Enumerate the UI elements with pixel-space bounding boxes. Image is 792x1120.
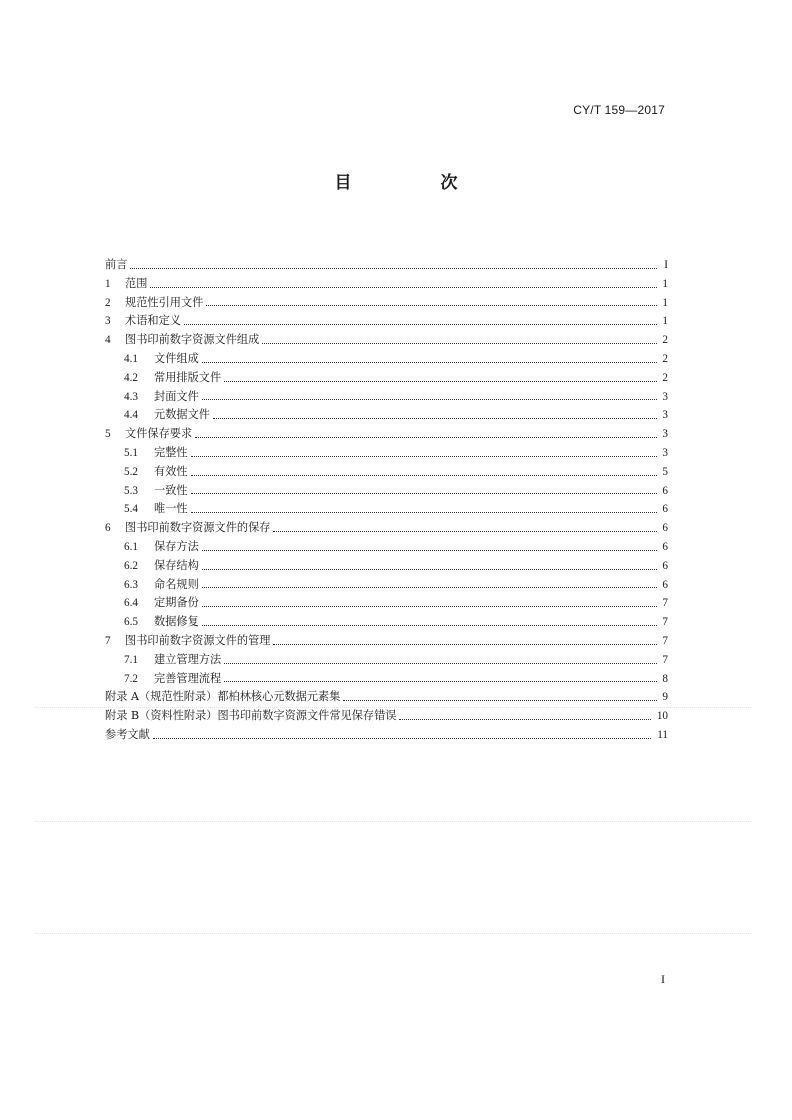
toc-entry[interactable] [105,557,668,576]
toc-entry-number: 6 [105,522,111,535]
toc-entry[interactable] [105,275,668,294]
toc-entry-page: 7 [662,616,668,629]
toc-entry-label: 完整性 [154,445,188,459]
toc-entry-label: 定期备份 [154,596,199,610]
toc-entry[interactable] [105,651,668,670]
toc-entry-label: 规范性引用文件 [125,295,204,309]
toc-entry-label: 前言 [105,258,128,271]
toc-entry[interactable] [105,294,668,313]
toc-entry-label: 封面文件 [154,389,199,403]
toc-entry-number: 5 [105,428,111,441]
toc-entry[interactable] [105,688,668,707]
toc-entry-page: 3 [662,390,668,403]
dot-leader [224,663,657,664]
toc-entry-label: 范围 [125,276,148,290]
dot-leader [184,324,657,325]
dot-leader [224,381,657,382]
toc-entry-page: 1 [662,315,668,328]
toc-entry-page: I [664,259,668,271]
toc-entry-page: 6 [662,540,668,553]
toc-entry-page: 1 [662,277,668,290]
toc-entry-number: 6.4 [124,597,138,610]
toc-entry[interactable] [105,425,668,444]
toc-entry-label: 图书印前数字资源文件的管理 [125,633,271,647]
page-title: 目 次 [334,173,494,193]
dot-leader [202,362,657,363]
dot-leader [273,644,657,645]
dot-leader [130,268,657,269]
toc-entry-number: 5.4 [124,503,138,516]
toc-entry-page: 2 [662,352,668,365]
toc-entry-label: 文件组成 [154,351,199,365]
dot-leader [202,569,657,570]
toc-entry-label: 唯一性 [154,502,188,516]
toc-entry-page: 3 [662,428,668,441]
dot-leader [343,700,657,701]
toc-entry-number: 5.3 [124,484,138,497]
toc-entry[interactable] [105,538,668,557]
toc-entry-number: 4.3 [124,390,138,403]
dot-leader [224,681,657,682]
toc-entry-page: 10 [656,710,668,723]
dot-leader [191,512,657,513]
dot-leader [202,550,657,551]
toc-entry[interactable] [105,312,668,331]
toc-entry-number: 7.2 [124,672,138,685]
toc-entry-number: 4 [105,334,111,347]
divider [35,707,751,708]
toc-entry-label: 常用排版文件 [154,370,222,384]
table-of-contents [105,256,668,745]
toc-entry[interactable] [105,670,668,689]
toc-entry[interactable] [105,519,668,538]
dot-leader [191,475,657,476]
toc-entry-page: 5 [662,465,668,478]
toc-entry-label: 文件保存要求 [125,427,193,441]
dot-leader [153,738,651,739]
toc-entry[interactable] [105,613,668,632]
toc-entry-label: 参考文献 [105,727,150,741]
toc-entry-page: 6 [662,522,668,535]
toc-entry-number: 6.3 [124,578,138,591]
toc-entry[interactable] [105,576,668,595]
toc-entry[interactable] [105,594,668,613]
divider [35,821,751,822]
toc-entry[interactable] [105,256,668,275]
toc-entry-label: 数据修复 [154,615,199,629]
toc-entry-label: 图书印前数字资源文件组成 [125,333,260,347]
toc-entry-number: 6.2 [124,559,138,572]
toc-entry-label: 完善管理流程 [154,671,222,685]
toc-entry-number: 6.5 [124,616,138,629]
toc-entry-page: 6 [662,484,668,497]
toc-entry-label: 元数据文件 [154,408,210,422]
toc-entry[interactable] [105,331,668,350]
dot-leader [191,456,657,457]
toc-entry-label: 命名规则 [154,577,199,591]
toc-entry-label: 附录 A（规范性附录）都柏林核心元数据元素集 [105,690,341,704]
dot-leader [399,719,651,720]
toc-entry-number: 6.1 [124,540,138,553]
toc-entry-number: 2 [105,296,111,309]
toc-entry-number: 4.1 [124,352,138,365]
toc-entry-number: 3 [105,315,111,328]
toc-entry-number: 1 [105,277,111,290]
toc-entry-page: 3 [662,446,668,459]
divider [35,933,751,934]
toc-entry-number: 5.2 [124,465,138,478]
dot-leader [202,399,657,400]
toc-entry-page: 7 [662,653,668,666]
toc-entry[interactable] [105,500,668,519]
toc-entry-page: 6 [662,578,668,591]
toc-entry-number: 4.2 [124,371,138,384]
toc-entry-label: 图书印前数字资源文件的保存 [125,521,271,535]
toc-entry-page: 7 [662,597,668,610]
toc-entry[interactable] [105,463,668,482]
toc-entry-label: 有效性 [154,464,188,478]
dot-leader [206,305,657,306]
toc-entry-label: 附录 B（资料性附录）图书印前数字资源文件常见保存错误 [105,709,397,723]
toc-entry-page: 2 [662,334,668,347]
toc-entry-label: 术语和定义 [125,314,181,328]
toc-entry-number: 4.4 [124,409,138,422]
toc-entry[interactable] [105,707,668,726]
toc-entry-page: 2 [662,371,668,384]
toc-entry[interactable] [105,726,668,745]
toc-entry[interactable] [105,482,668,501]
standard-code: CY/T 159—2017 [573,103,665,117]
toc-entry-number: 7 [105,634,111,647]
toc-entry-page: 11 [657,728,668,741]
toc-entry-page: 7 [662,634,668,647]
dot-leader [262,343,657,344]
toc-entry-label: 建立管理方法 [154,652,222,666]
page-number: I [661,972,665,986]
toc-entry[interactable] [105,406,668,425]
toc-entry[interactable] [105,444,668,463]
dot-leader [202,587,657,588]
toc-entry-page: 3 [662,409,668,422]
toc-entry-page: 1 [662,296,668,309]
dot-leader [213,418,657,419]
toc-entry[interactable] [105,388,668,407]
toc-entry-page: 9 [662,691,668,704]
toc-entry-page: 6 [662,559,668,572]
toc-entry-label: 一致性 [154,483,188,497]
toc-entry[interactable] [105,632,668,651]
toc-entry-number: 5.1 [124,446,138,459]
dot-leader [202,625,657,626]
toc-entry-label: 保存方法 [154,539,199,553]
toc-entry-number: 7.1 [124,653,138,666]
dot-leader [273,531,657,532]
dot-leader [202,606,657,607]
toc-entry-page: 6 [662,503,668,516]
toc-entry[interactable] [105,369,668,388]
dot-leader [191,493,657,494]
dot-leader [195,437,657,438]
toc-entry[interactable] [105,350,668,369]
toc-entry-page: 8 [662,672,668,685]
toc-entry-label: 保存结构 [154,558,199,572]
dot-leader [150,287,657,288]
